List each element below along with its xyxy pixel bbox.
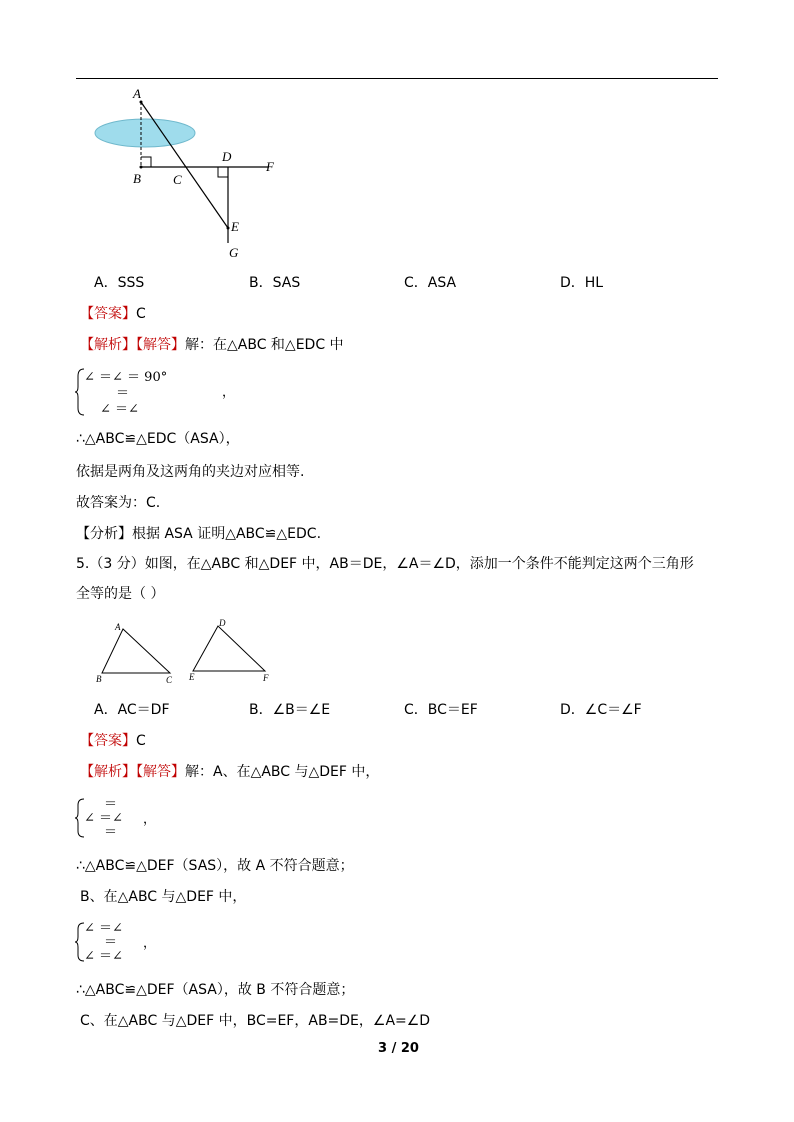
q4-conclusion: ∴△ABC≌△EDC（ASA）， [76, 431, 240, 447]
q4-option-a: A．SSS [94, 275, 145, 291]
answer-tag: 【答案】 [80, 306, 136, 322]
q4-final: 故答案为：C. [76, 495, 161, 511]
q5-a-line3: ＝ [104, 825, 118, 840]
label-e2: E [189, 672, 195, 682]
figure-2 [0, 615, 794, 695]
q5-a-tail: ， [143, 812, 157, 827]
label-g: G [229, 245, 239, 260]
q4-reason: 依据是两角及这两角的夹边对应相等. [76, 464, 305, 480]
summary-tag: 【分析】 [76, 526, 132, 542]
q5-a-line2: ∠ ＝∠ [84, 811, 123, 826]
triangle-def [193, 626, 265, 671]
q5-analysis [80, 763, 379, 781]
triangle-abc [102, 629, 170, 673]
q4-answer [80, 305, 146, 323]
label-d: D [222, 149, 232, 164]
label-a: A [133, 86, 141, 101]
q4-brace-line3: ∠ ＝∠ [100, 402, 139, 417]
analysis-tag: 【解析】【解答】 [80, 764, 185, 780]
q5-b-tail: ， [143, 936, 157, 951]
label-f: F [266, 159, 274, 174]
label-c2: C [166, 675, 173, 685]
q5-b-conclusion: ∴△ABC≌△DEF（ASA），故 B 不符合题意； [76, 982, 355, 998]
q5-option-b: B．∠B＝∠E [249, 702, 331, 718]
summary-text: 根据 ASA 证明△ABC≌△EDC. [132, 526, 322, 542]
answer-value: C [136, 733, 146, 749]
label-b: B [133, 171, 141, 186]
right-angle-d [218, 167, 228, 177]
q5-a-conclusion: ∴△ABC≌△DEF（SAS），故 A 不符合题意； [76, 858, 354, 874]
analysis-tag: 【解析】【解答】 [80, 337, 185, 353]
label-b2: B [96, 674, 102, 684]
q4-summary [76, 525, 321, 543]
q5-b-line3: ∠ ＝∠ [84, 949, 123, 964]
answer-value: C [136, 306, 146, 322]
analysis-intro: 解：A、在△ABC 与△DEF 中， [185, 764, 380, 780]
q5-c-intro: C、在△ABC 与△DEF 中，BC=EF，AB=DE，∠A=∠D [80, 1013, 431, 1029]
label-e: E [231, 219, 239, 234]
q5-b-intro: B、在△ABC 与△DEF 中， [80, 889, 247, 905]
q5-option-c: C．BC＝EF [404, 702, 478, 718]
analysis-intro: 解：在△ABC 和△EDC 中 [185, 337, 344, 353]
right-angle-b [141, 157, 151, 167]
q5-option-a: A．AC＝DF [94, 702, 170, 718]
q4-option-b: B．SAS [249, 275, 301, 291]
page-number: 3 / 20 [378, 1041, 419, 1056]
q4-brace-line1: ∠ ＝∠ ＝ 90° [84, 370, 168, 385]
answer-tag: 【答案】 [80, 733, 136, 749]
q5-option-d: D．∠C＝∠F [560, 702, 642, 718]
lake-ellipse [95, 119, 195, 147]
label-f2: F [263, 673, 269, 683]
q5-stem-line2: 全等的是（ ） [76, 586, 165, 602]
q4-option-c: C．ASA [404, 275, 457, 291]
q4-brace-tail: ， [222, 385, 236, 400]
q5-answer [80, 732, 146, 750]
label-a2: A [115, 622, 121, 632]
q5-b-line1: ∠ ＝∠ [84, 921, 123, 936]
q5-b-line2: ＝ [104, 935, 118, 950]
q5-a-line1: ＝ [104, 797, 118, 812]
q5-stem-line1: 5.（3 分）如图，在△ABC 和△DEF 中，AB＝DE，∠A＝∠D，添加一个条件不能判定这两个三角形 [76, 556, 694, 572]
figure-1 [0, 0, 794, 270]
q4-option-d: D．HL [560, 275, 604, 291]
label-d2: D [219, 618, 226, 628]
label-c: C [173, 172, 182, 187]
q4-analysis [80, 336, 344, 354]
q4-brace-line2: ＝ [116, 386, 130, 401]
line-ae [141, 102, 228, 228]
